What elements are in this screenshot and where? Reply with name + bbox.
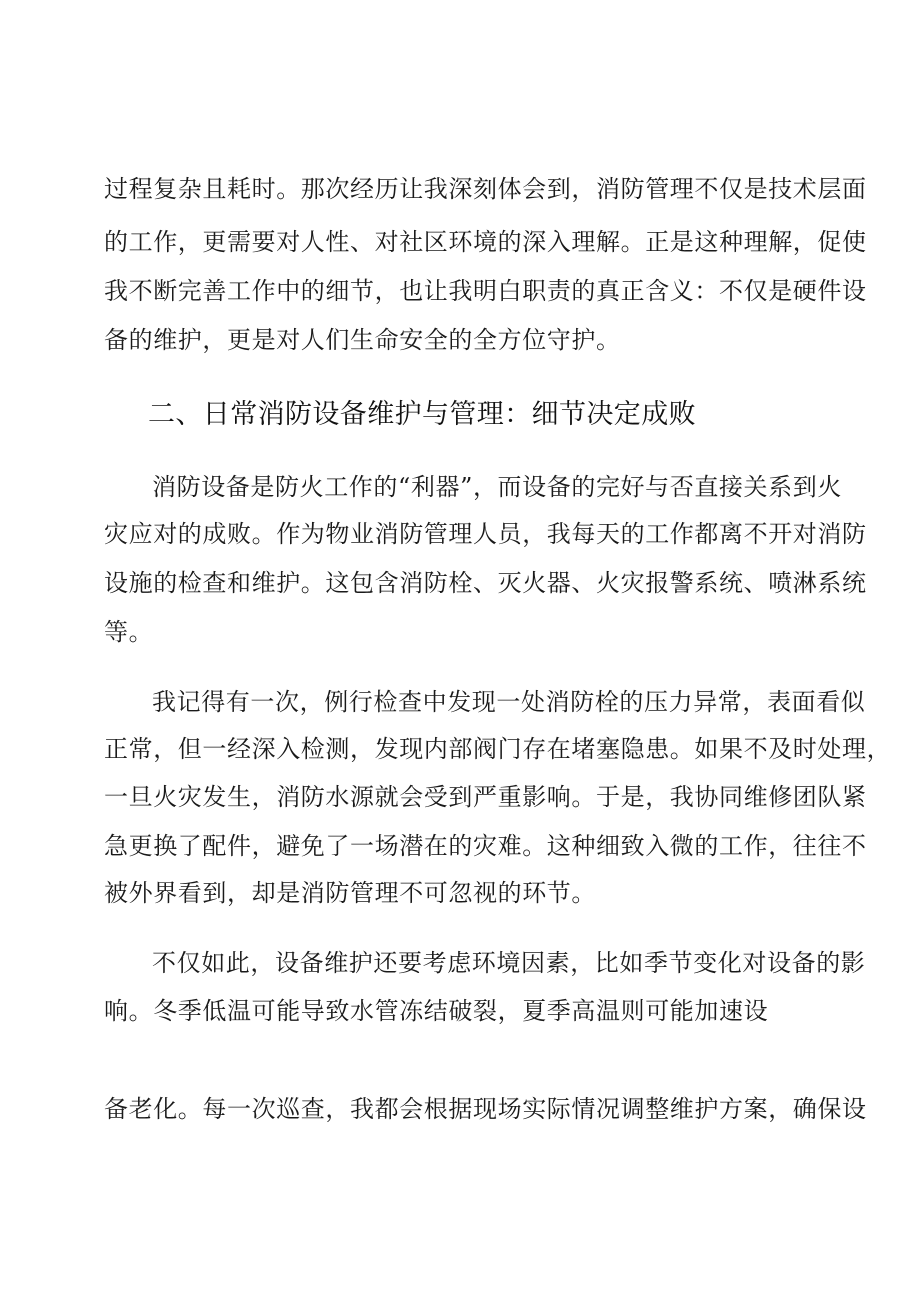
paragraph-3-line: 备老化。每一次巡查，我都会根据现场实际情况调整维护方案，确保设 [104, 1095, 867, 1123]
paragraph-1-line: 灾应对的成败。作为物业消防管理人员，我每天的工作都离不开对消防 [104, 520, 867, 548]
paragraph-2-line: 被外界看到，却是消防管理不可忽视的环节。 [104, 879, 596, 907]
paragraph-intro-line: 我不断完善工作中的细节，也让我明白职责的真正含义：不仅是硬件设 [104, 277, 867, 305]
paragraph-1-line: 消防设备是防火工作的“利器”，而设备的完好与否直接关系到火 [152, 473, 842, 501]
section-heading: 二、日常消防设备维护与管理：细节决定成败 [148, 399, 696, 430]
paragraph-2-line: 正常，但一经深入检测，发现内部阀门存在堵塞隐患。如果不及时处理， [104, 735, 892, 763]
paragraph-1-line: 等。 [104, 618, 154, 646]
paragraph-2-line: 一旦火灾发生，消防水源就会受到严重影响。于是，我协同维修团队紧 [104, 783, 867, 811]
paragraph-intro-line: 过程复杂且耗时。那次经历让我深刻体会到，消防管理不仅是技术层面 [104, 175, 867, 203]
paragraph-2-line: 我记得有一次，例行检查中发现一处消防栓的压力异常，表面看似 [152, 688, 866, 716]
paragraph-3-line: 不仅如此，设备维护还要考虑环境因素，比如季节变化对设备的影 [152, 949, 866, 977]
paragraph-1-line: 设施的检查和维护。这包含消防栓、灭火器、火灾报警系统、喷淋系统 [104, 569, 867, 597]
paragraph-3-line: 响。冬季低温可能导致水管冻结破裂，夏季高温则可能加速设 [104, 997, 769, 1025]
paragraph-intro-line: 的工作，更需要对人性、对社区环境的深入理解。正是这种理解，促使 [104, 228, 867, 256]
paragraph-intro-line: 备的维护，更是对人们生命安全的全方位守护。 [104, 326, 621, 354]
paragraph-2-line: 急更换了配件，避免了一场潜在的灾难。这种细致入微的工作，往往不 [104, 832, 867, 860]
